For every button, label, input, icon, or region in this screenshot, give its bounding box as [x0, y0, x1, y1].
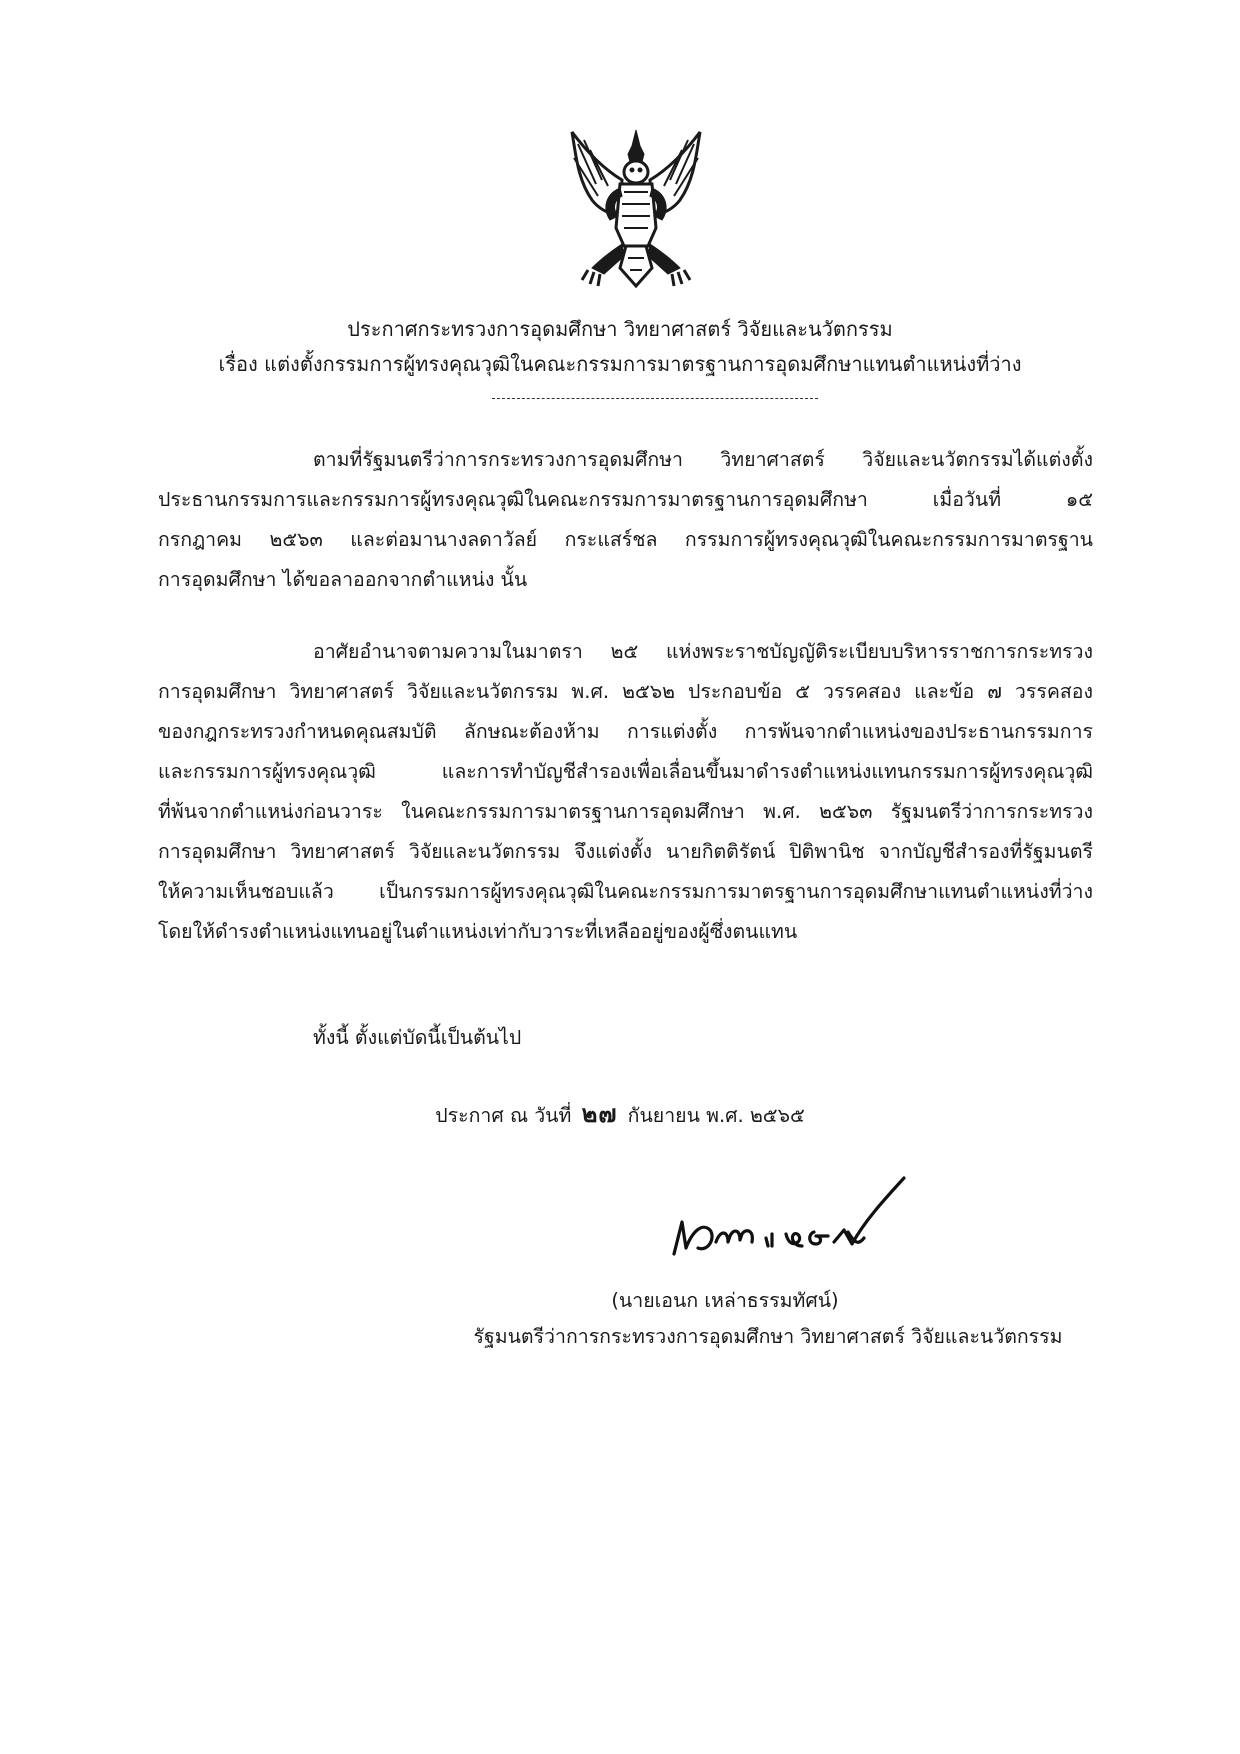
- paragraph-2-line: อาศัยอำนาจตามความในมาตรา ๒๕ แห่งพระราชบัญญัติระเบียบบริหารราชการกระทรวง: [313, 640, 1093, 663]
- garuda-emblem-icon: [562, 128, 710, 288]
- paragraph-2-line: การอุดมศึกษา วิทยาศาสตร์ วิจัยและนวัตกรรม พ.ศ. ๒๕๖๒ ประกอบข้อ ๕ วรรคสอง และข้อ ๗ วรรคสอง: [158, 680, 1093, 703]
- date-month-year: กันยายน พ.ศ. ๒๕๖๕: [627, 1104, 805, 1127]
- paragraph-2-line: การอุดมศึกษา วิทยาศาสตร์ วิจัยและนวัตกรรม จึงแต่งตั้ง นายกิตติรัตน์ ปิติพานิช จากบัญชีสำรองที่รัฐมนตรี: [158, 840, 1093, 863]
- paragraph-2-line: ที่พ้นจากตำแหน่งก่อนวาระ ในคณะกรรมการมาตรฐานการอุดมศึกษา พ.ศ. ๒๕๖๓ รัฐมนตรีว่าการกระทรวง: [158, 800, 1093, 823]
- closing-statement: ทั้งนี้ ตั้งแต่บัดนี้เป็นต้นไป: [313, 1026, 522, 1049]
- paragraph-1-line: ตามที่รัฐมนตรีว่าการกระทรวงการอุดมศึกษา วิทยาศาสตร์ วิจัยและนวัตกรรมได้แต่งตั้ง: [313, 448, 1093, 471]
- announcement-subject: เรื่อง แต่งตั้งกรรมการผู้ทรงคุณวุฒิในคณะกรรมการมาตรฐานการอุดมศึกษาแทนตำแหน่งที่ว่าง: [218, 352, 1022, 376]
- announcement-title: ประกาศกระทรวงการอุดมศึกษา วิทยาศาสตร์ วิจัยและนวัตกรรม: [347, 317, 893, 341]
- paragraph-2-line: โดยให้ดำรงตำแหน่งแทนอยู่ในตำแหน่งเท่ากับวาระที่เหลืออยู่ของผู้ซึ่งตนแทน: [158, 920, 798, 943]
- paragraph-2-line: และกรรมการผู้ทรงคุณวุฒิ และการทำบัญชีสำรองเพื่อเลื่อนขึ้นมาดำรงตำแหน่งแทนกรรมการผู้ทรงคุณวุฒิ: [158, 760, 1093, 783]
- paragraph-1-line: การอุดมศึกษา ได้ขอลาออกจากตำแหน่ง นั้น: [158, 568, 528, 591]
- paragraph-1-line: กรกฎาคม ๒๕๖๓ และต่อมานางลดาวัลย์ กระแสร์ชล กรรมการผู้ทรงคุณวุฒิในคณะกรรมการมาตรฐาน: [158, 528, 1093, 551]
- paragraph-2-line: ให้ความเห็นชอบแล้ว เป็นกรรมการผู้ทรงคุณวุฒิในคณะกรรมการมาตรฐานการอุดมศึกษาแทนตำแหน่งที่ว่าง: [158, 880, 1093, 903]
- date-prefix: ประกาศ ณ วันที่: [435, 1104, 572, 1127]
- signature-image: [668, 1172, 958, 1272]
- signatory-position: รัฐมนตรีว่าการกระทรวงการอุดมศึกษา วิทยาศาสตร์ วิจัยและนวัตกรรม: [473, 1325, 1063, 1348]
- paragraph-1-line: ประธานกรรมการและกรรมการผู้ทรงคุณวุฒิในคณะกรรมการมาตรฐานการอุดมศึกษา เมื่อวันที่ ๑๕: [158, 488, 1093, 511]
- date-day: ๒๗: [581, 1099, 618, 1128]
- paragraph-2-line: ของกฎกระทรวงกำหนดคุณสมบัติ ลักษณะต้องห้าม การแต่งตั้ง การพ้นจากตำแหน่งของประธานกรรมการ: [158, 720, 1093, 743]
- announcement-date: [0, 1097, 1240, 1133]
- title-divider: [492, 398, 818, 399]
- signatory-name: (นายเอนก เหล่าธรรมทัศน์): [611, 1289, 839, 1312]
